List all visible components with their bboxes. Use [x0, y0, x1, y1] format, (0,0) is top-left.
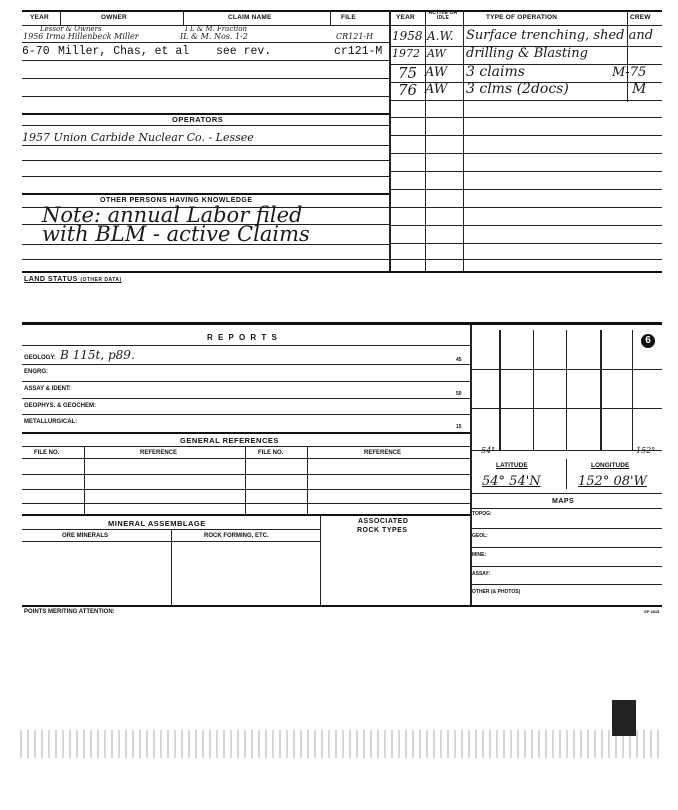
grid-line [566, 330, 567, 450]
op3-crew: M-75 [612, 65, 647, 80]
divider [307, 446, 308, 514]
scan-noise [20, 730, 660, 758]
row-line [470, 547, 662, 548]
geology-label: GEOLOGY: [24, 355, 56, 361]
maps-title: MAPS [552, 498, 575, 505]
row-line [22, 474, 470, 475]
general-references-title: GENERAL REFERENCES [180, 436, 279, 445]
knowledge-line-1: Note: annual Labor filed [42, 203, 303, 227]
grid-line [533, 330, 534, 450]
op4-year: 76 [398, 81, 418, 99]
op3-year: 75 [398, 64, 418, 82]
row-line [22, 60, 389, 61]
row-line [22, 381, 470, 382]
header-owner: OWNER [101, 14, 127, 21]
row-line [389, 117, 662, 118]
row-line [22, 244, 389, 245]
longitude-value: 152° 08'W [578, 474, 647, 489]
form-code: SP 2815 [644, 609, 660, 614]
scan-dark-mark [612, 700, 636, 736]
row-line [22, 345, 470, 346]
row-line [22, 398, 470, 399]
row-line [22, 605, 662, 607]
row-line [389, 243, 662, 244]
row-line [389, 100, 662, 101]
row-line [22, 145, 389, 146]
divider [330, 10, 331, 25]
row1-owner: Irma Hillenbeck Miller [46, 32, 139, 41]
header-file: FILE [341, 14, 356, 21]
row-line [389, 259, 662, 260]
divider [425, 10, 426, 272]
op1-type: Surface trenching, shed and [466, 28, 654, 43]
reports-top-bar [22, 322, 662, 325]
row-line [22, 364, 470, 365]
row-line [389, 189, 662, 190]
ref-header-file-2: FILE NO. [258, 450, 284, 456]
ref-header-file-1: FILE NO. [34, 450, 60, 456]
divider [60, 10, 61, 25]
row-line [470, 493, 662, 494]
land-status-sub: (OTHER DATA) [80, 277, 122, 283]
divider [463, 10, 464, 272]
row-line [22, 489, 470, 490]
row-line [470, 528, 662, 529]
associated-line-2: ROCK TYPES [357, 527, 408, 534]
grid-number-marker: 6 [641, 334, 655, 348]
row1-year: 1956 [23, 32, 44, 41]
row2-claim: see rev. [216, 45, 272, 58]
maps-mine: MINE: [472, 552, 487, 558]
row1-claim: IL & M. Nos. 1-2 [180, 32, 248, 41]
margin-number-1: 45 [456, 357, 462, 363]
row2-file: cr121-M [334, 45, 383, 58]
knowledge-title: OTHER PERSONS HAVING KNOWLEDGE [100, 197, 253, 204]
header-year: YEAR [30, 14, 49, 21]
operators-entry: 1957 Union Carbide Nuclear Co. - Lessee [22, 131, 254, 144]
divider [171, 529, 172, 605]
rock-forming-header: ROCK FORMING, ETC. [204, 533, 269, 539]
row-line [389, 153, 662, 154]
claims-bottom-rule [22, 271, 662, 273]
grid-line [470, 408, 662, 409]
op1-status: A.W. [427, 29, 454, 43]
margin-number-2: 50 [456, 391, 462, 397]
op4-crew: M [632, 81, 647, 97]
divider [84, 446, 85, 514]
row-line [22, 96, 389, 97]
knowledge-line-2: with BLM - active Claims [42, 222, 310, 246]
row-line [470, 566, 662, 567]
geology-value: B 115t, p89. [60, 348, 135, 362]
divider [245, 446, 246, 514]
ref-header-reference-2: REFERENCE [364, 450, 402, 456]
knowledge-rule [22, 193, 389, 195]
row-line [470, 508, 662, 509]
row-line [22, 176, 389, 177]
metallurgical-label: METALLURGICAL: [24, 419, 78, 425]
row-line [389, 135, 662, 136]
row-line [22, 446, 470, 447]
op1-year: 1958 [392, 29, 423, 43]
assay-label: ASSAY & IDENT: [24, 386, 72, 392]
grid-line [499, 330, 501, 450]
latitude-value: 54° 54'N [482, 474, 541, 489]
row-line [470, 584, 662, 585]
row-line [22, 414, 470, 415]
associated-line-1: ASSOCIATED [358, 518, 409, 525]
ore-minerals-header: ORE MINERALS [62, 533, 109, 539]
lon-degree: 152° [636, 446, 656, 455]
grid-line [632, 330, 633, 450]
divider [320, 514, 321, 605]
header-underline [22, 25, 662, 26]
lat-degree: 54° [481, 446, 496, 455]
engrg-label: ENGRG: [24, 369, 48, 375]
row-line [389, 171, 662, 172]
owner-annotation: Lessor & Owners [40, 25, 102, 33]
points-label: POINTS MERITING ATTENTION: [24, 609, 115, 615]
op2-status: AW [427, 47, 446, 60]
divider [627, 10, 628, 102]
row-line [22, 432, 470, 434]
header-type-of-operation: TYPE OF OPERATION [486, 14, 558, 21]
maps-assay: ASSAY: [472, 571, 491, 577]
header-crew: CREW [630, 14, 651, 21]
grid-line [470, 450, 662, 451]
top-border [22, 10, 662, 12]
op4-status: AW [425, 82, 448, 97]
row-line [22, 259, 389, 260]
header-year-2: YEAR [396, 14, 415, 21]
divider [389, 10, 391, 272]
maps-geol: GEOL: [472, 533, 488, 539]
row2-year: 6-70 [22, 45, 50, 58]
land-status-text: LAND STATUS [24, 276, 78, 283]
op2-year: 1972 [392, 47, 420, 60]
grid-line [470, 369, 662, 370]
divider [566, 459, 567, 489]
claim-annotation: I L & M. Fraction [185, 25, 248, 33]
grid-line [600, 330, 602, 450]
divider [183, 10, 184, 25]
land-status-label [24, 276, 122, 283]
mineral-assemblage-title: MINERAL ASSEMBLAGE [108, 519, 206, 528]
header-active-or-idle: ACTIVE OR IDLE [428, 10, 458, 21]
row-line [22, 160, 389, 161]
row-line [22, 503, 470, 504]
op2-type: drilling & Blasting [466, 46, 588, 61]
row1-file: CR121-H [336, 32, 374, 41]
header-claim-name: CLAIM NAME [228, 14, 272, 21]
op3-type: 3 claims [466, 64, 525, 80]
latitude-label: LATITUDE [496, 462, 528, 469]
op4-type: 3 clms (2docs) [466, 81, 569, 97]
divider [470, 325, 472, 605]
row-line [389, 207, 662, 208]
row-line [22, 458, 470, 459]
row-line [22, 125, 389, 126]
op3-status: AW [425, 65, 448, 80]
row-line [389, 225, 662, 226]
margin-number-3: 15 [456, 424, 462, 430]
row-line [22, 78, 389, 79]
reports-title: R E P O R T S [207, 333, 279, 342]
maps-other: OTHER (& PHOTOS) [472, 589, 521, 595]
row-line [22, 42, 389, 43]
ref-header-reference-1: REFERENCE [140, 450, 178, 456]
operators-title: OPERATORS [172, 115, 224, 124]
row2-owner: Miller, Chas, et al [58, 45, 190, 58]
longitude-label: LONGITUDE [591, 462, 630, 469]
maps-topog: TOPOG: [472, 511, 492, 517]
geophys-label: GEOPHYS. & GEOCHEM: [24, 403, 97, 409]
row-line [22, 514, 470, 516]
